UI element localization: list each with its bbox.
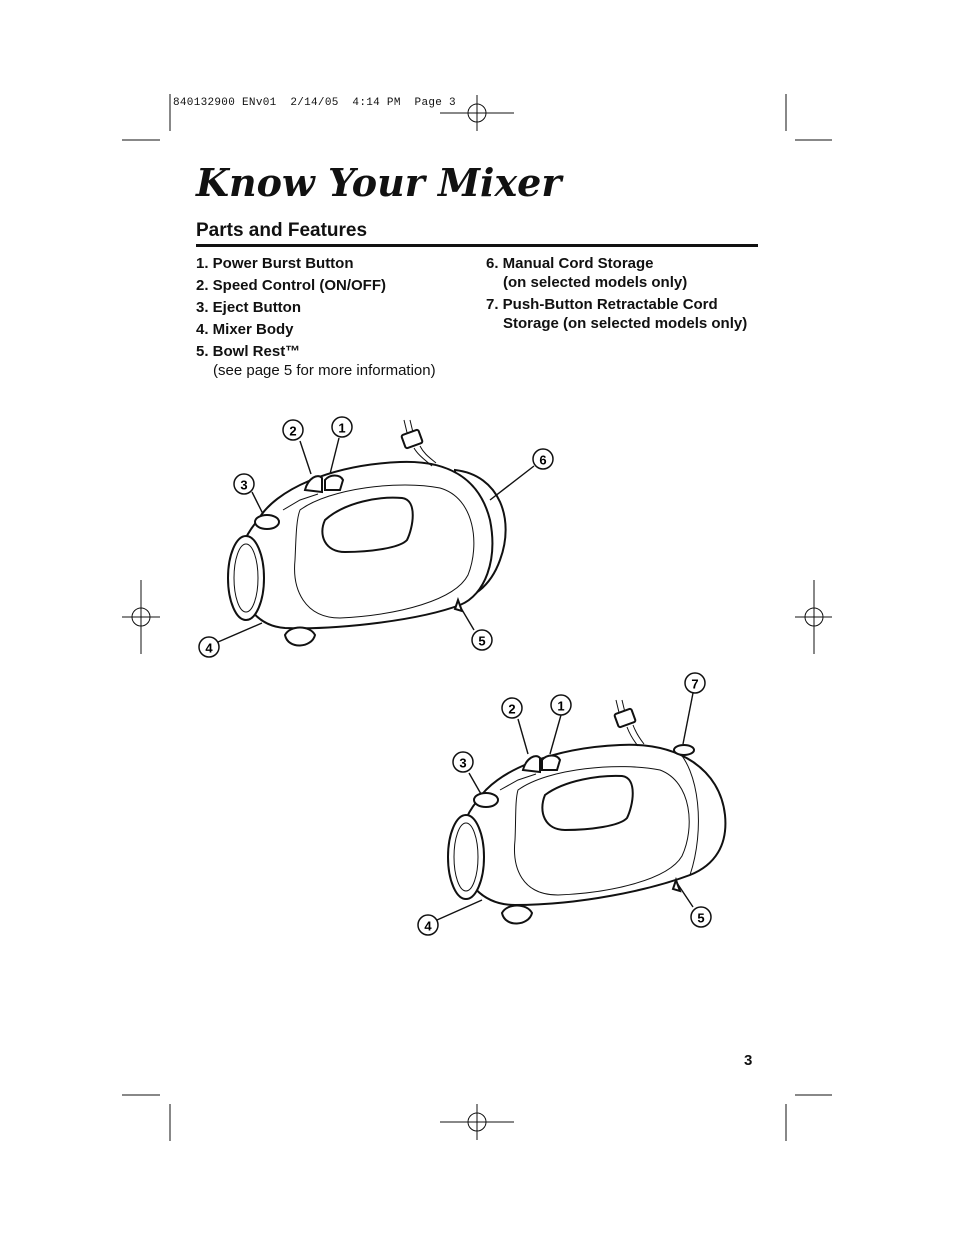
svg-text:7: 7 bbox=[691, 676, 699, 692]
svg-text:6: 6 bbox=[539, 452, 547, 468]
printer-slug-line: 840132900 ENv01 2/14/05 4:14 PM Page 3 bbox=[173, 97, 456, 109]
svg-text:3: 3 bbox=[240, 477, 248, 493]
page-number: 3 bbox=[744, 1052, 753, 1069]
callout-top-1 bbox=[332, 417, 352, 437]
registration-mark-right bbox=[795, 580, 832, 654]
part-item-1: 1. Power Burst Button bbox=[196, 255, 354, 272]
registration-mark-bottom bbox=[440, 1104, 514, 1140]
mixer-illustration-top bbox=[199, 417, 553, 657]
part-item-4: 4. Mixer Body bbox=[196, 321, 294, 338]
registration-mark-top bbox=[440, 95, 514, 131]
mixer-illustration-bottom bbox=[418, 673, 725, 935]
svg-text:2: 2 bbox=[289, 423, 297, 439]
svg-text:1: 1 bbox=[338, 420, 346, 436]
callout-bottom-7 bbox=[685, 673, 705, 693]
part-item-5: 5. Bowl Rest™ (see page 5 for more information) bbox=[196, 342, 486, 380]
callout-top-3 bbox=[234, 474, 254, 494]
callout-bottom-4 bbox=[418, 915, 438, 935]
part-item-7-note: Storage (on selected models only) bbox=[503, 315, 748, 332]
svg-text:5: 5 bbox=[697, 910, 705, 926]
svg-text:2: 2 bbox=[508, 701, 516, 717]
part-item-2: 2. Speed Control (ON/OFF) bbox=[196, 277, 386, 294]
part-item-7: 7. Push-Button Retractable Cord Storage (on selected models only) bbox=[486, 295, 776, 333]
svg-text:1: 1 bbox=[557, 698, 565, 714]
svg-text:4: 4 bbox=[424, 918, 432, 934]
callout-top-6 bbox=[533, 449, 553, 469]
callout-top-4 bbox=[199, 637, 219, 657]
part-item-6-note: (on selected models only) bbox=[503, 274, 688, 291]
svg-text:5: 5 bbox=[478, 633, 486, 649]
callout-bottom-2 bbox=[502, 698, 522, 718]
crop-marks bbox=[122, 94, 832, 1141]
page-title: Know Your Mixer bbox=[196, 160, 562, 205]
svg-text:4: 4 bbox=[205, 640, 213, 656]
part-item-5-note: (see page 5 for more information) bbox=[213, 362, 436, 379]
callout-top-2 bbox=[283, 420, 303, 440]
svg-text:3: 3 bbox=[459, 755, 467, 771]
part-item-6: 6. Manual Cord Storage (on selected models only) bbox=[486, 254, 776, 292]
callout-bottom-5 bbox=[691, 907, 711, 927]
callout-bottom-1 bbox=[551, 695, 571, 715]
part-item-3: 3. Eject Button bbox=[196, 299, 302, 316]
registration-mark-left bbox=[122, 580, 160, 654]
callout-bottom-3 bbox=[453, 752, 473, 772]
callout-top-5 bbox=[472, 630, 492, 650]
section-heading: Parts and Features bbox=[196, 220, 368, 241]
